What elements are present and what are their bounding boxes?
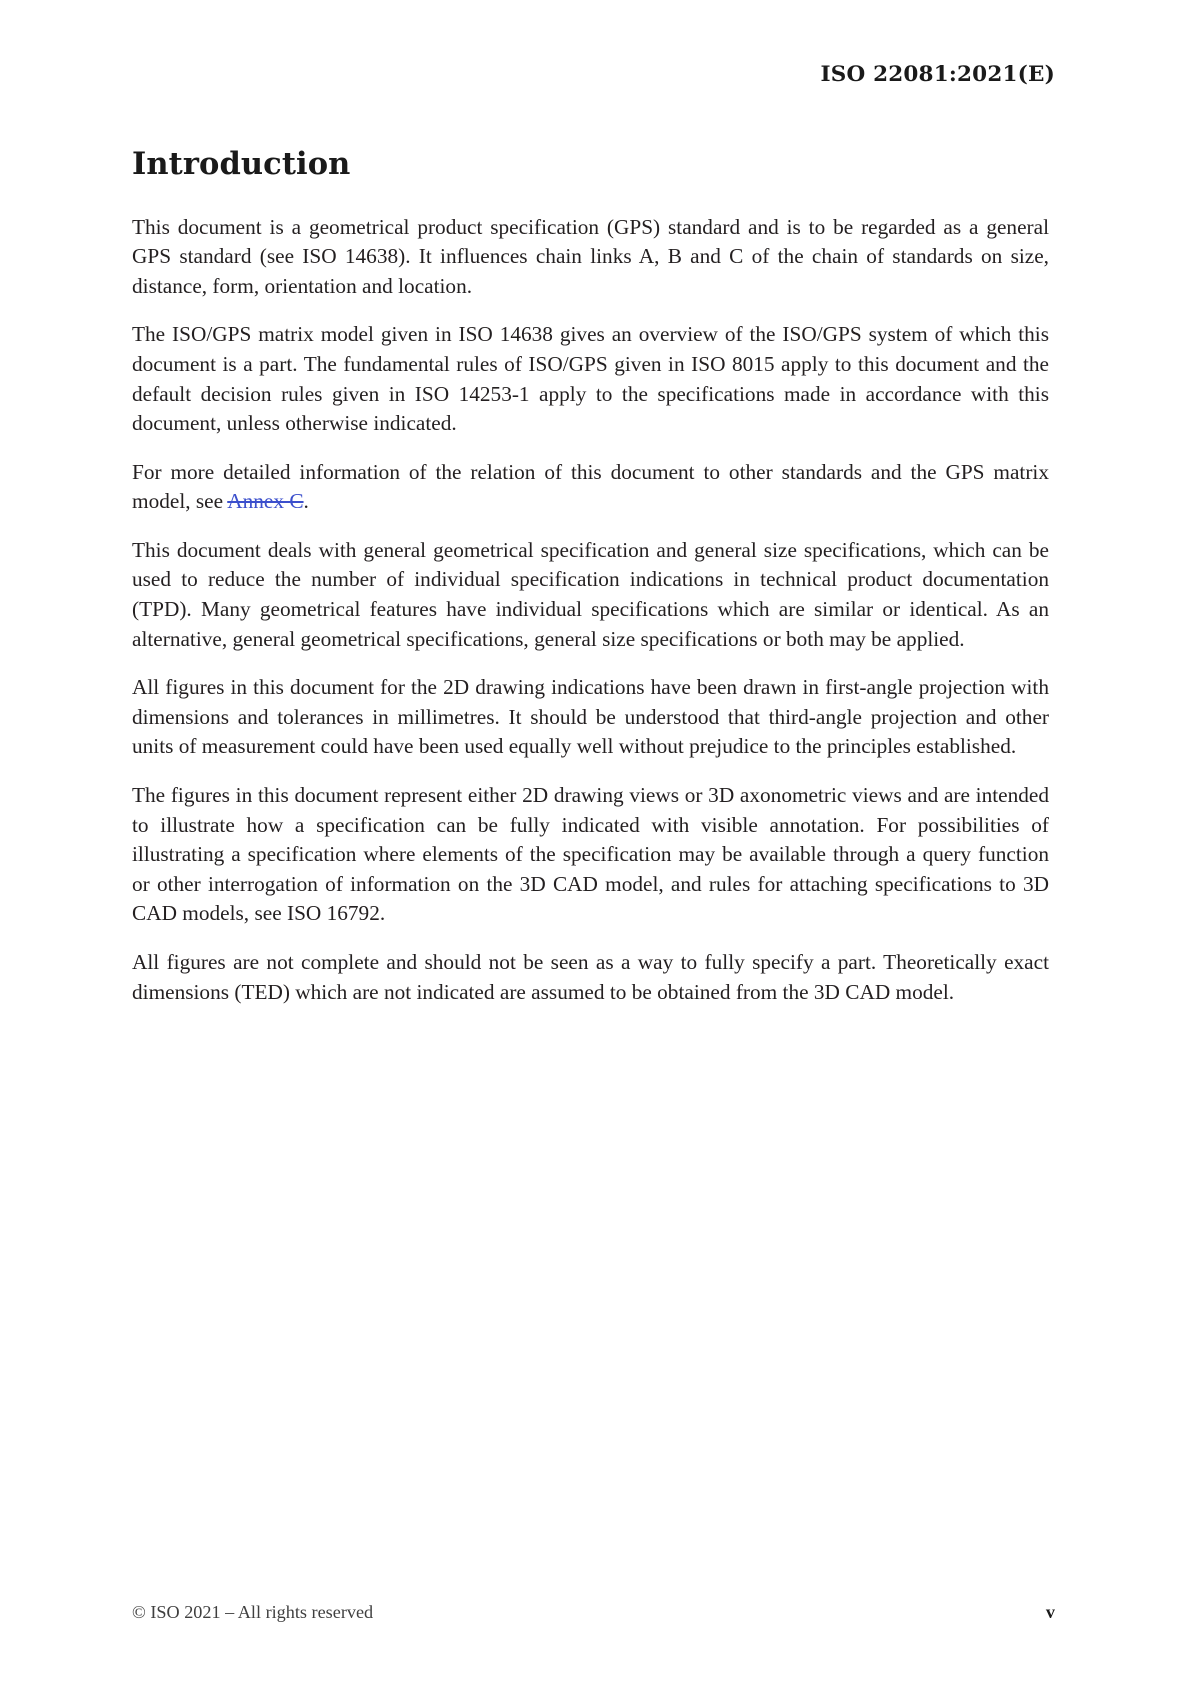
paragraph-5: All figures in this document for the 2D drawing indications have been drawn in first-angle projection with dimensions and tolerances in millimetres. It should be understood that third-angle projection and other units of measurement could have been used equally well without prejudice to the principles established.	[132, 675, 1049, 759]
page-number: v	[1045, 1602, 1055, 1622]
paragraph-3	[132, 458, 1049, 517]
page-title: Introduction	[132, 146, 351, 182]
copyright-notice: © ISO 2021 – All rights reserved	[132, 1602, 374, 1622]
paragraph-1: This document is a geometrical product specification (GPS) standard and is to be regarded as a general GPS standard (see ISO 14638). It influences chain links A, B and C of the chain of standards on size, distance, form, orientation and location.	[132, 214, 1049, 298]
paragraph-6: The figures in this document represent either 2D drawing views or 3D axonometric views and are intended to illustrate how a specification can be fully indicated with visible annotation. For possibilities of illustrating a specification where elements of the specification may be available through a query function or other interrogation of information on the 3D CAD model, and rules for attaching specifications to 3D CAD models, see ISO 16792.	[132, 783, 1049, 926]
paragraph-4: This document deals with general geometrical specification and general size specifications, which can be used to reduce the number of individual specification indications in technical product documentation (TPD). Many geometrical features have individual specifications which are similar or identical. As an alternative, general geometrical specifications, general size specifications or both may be applied.	[132, 537, 1049, 651]
paragraph-2: The ISO/GPS matrix model given in ISO 14638 gives an overview of the ISO/GPS system of which this document is a part. The fundamental rules of ISO/GPS given in ISO 8015 apply to this document and the default decision rules given in ISO 14253-1 apply to the specifications made in accordance with this document, unless otherwise indicated.	[132, 322, 1049, 436]
running-header: ISO 22081:2021(E)	[820, 62, 1055, 87]
page-content	[132, 148, 1049, 1007]
paragraph-3-text-after: .	[303, 489, 309, 514]
paragraph-7: All figures are not complete and should not be seen as a way to fully specify a part. Theoretically exact dimensions (TED) which are not indicated are assumed to be obtained from the 3D CAD model.	[132, 950, 1049, 1004]
annex-c-crossreference-link[interactable]: Annex C	[227, 489, 304, 514]
paragraph-3-text-before: For more detailed information of the relation of this document to other standards and the GPS matrix model, see	[132, 459, 1049, 514]
running-footer	[132, 1602, 1055, 1623]
